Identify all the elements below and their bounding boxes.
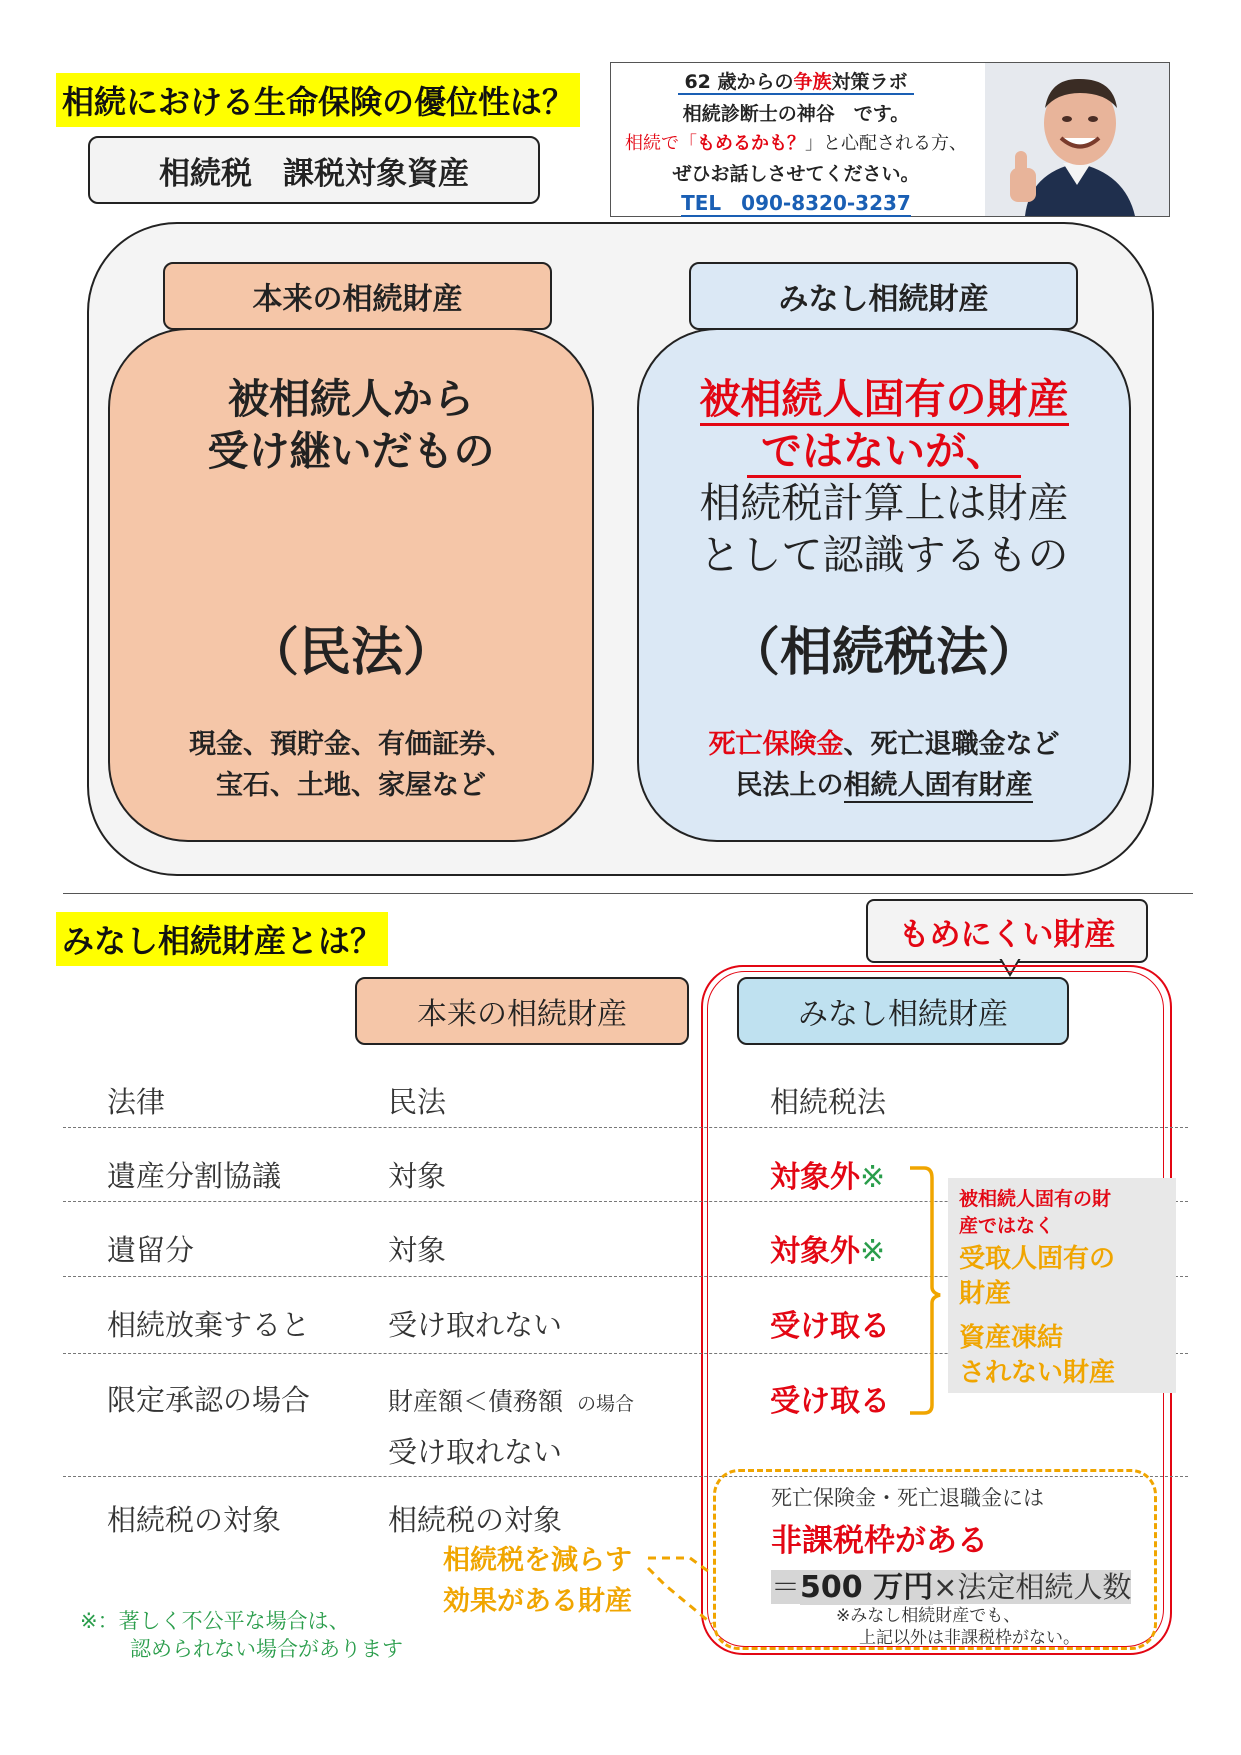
row-label: 相続税の対象 (107, 1503, 282, 1537)
row-original-line2: 受け取れない (388, 1435, 563, 1469)
deemed-desc-line1-text: 被相続人固有の財産 (700, 375, 1069, 426)
row-label: 法律 (107, 1085, 166, 1119)
profile-line1-prefix: 62 歳からの (684, 71, 794, 93)
side-note-big-4: されない財産 (959, 1358, 1116, 1388)
row-label: 遺留分 (107, 1233, 195, 1267)
side-note-small-1: 被相続人固有の財 (959, 1188, 1112, 1210)
row-original: 対象 (388, 1159, 447, 1193)
subtitle-text: 相続税 課税対象資産 (159, 155, 469, 192)
footnote-line2: 認められない場合があります (130, 1637, 403, 1661)
profile-line1-suffix: 対策ラボ (831, 71, 908, 93)
footnote-line1: ※：著しく不公平な場合は、 (80, 1609, 350, 1633)
original-asset-header-text: 本来の相続財産 (252, 282, 463, 317)
row-original-small: の場合 (576, 1393, 634, 1415)
row-label: 遺産分割協議 (107, 1159, 282, 1193)
effect-label-2: 効果がある財産 (443, 1586, 632, 1617)
profile-line1-red: 争族 (793, 71, 832, 93)
side-note-big-3: 資産凍結 (959, 1323, 1064, 1353)
original-desc-line2: 受け継いだもの (207, 427, 495, 475)
row-label: 限定承認の場合 (107, 1383, 311, 1417)
deemed-desc-line4: として認識するもの (699, 531, 1069, 579)
tax-exemption-line2: 非課税枠がある (771, 1523, 988, 1559)
callout-text: もめにくい財産 (898, 916, 1116, 953)
deemed-examples-1-rest: 、死亡退職金など (843, 729, 1060, 760)
row-label: 相続放棄すると (107, 1308, 311, 1342)
row-deemed: 受け取る (770, 1309, 890, 1344)
row-original: 受け取れない (388, 1308, 563, 1342)
profile-line4: ぜひお話しさせてください。 (672, 163, 920, 185)
tax-exemption-amount: 500 万円 (800, 1570, 934, 1605)
col-header-original-text: 本来の相続財産 (417, 997, 627, 1032)
original-examples-1: 現金、預貯金、有価証券、 (189, 729, 513, 760)
profile-line3-c: 」と心配される方、 (805, 133, 967, 154)
section2-title: みなし相続財産とは？ (56, 912, 388, 966)
row-deemed-text: 対象外 (770, 1160, 860, 1195)
col-header-deemed-text: みなし相続財産 (798, 997, 1008, 1032)
deemed-desc-line2-text: ではないが、 (747, 427, 1021, 478)
side-note-big-1: 受取人固有の (959, 1244, 1116, 1274)
deemed-examples-2-b: 相続人固有財産 (843, 770, 1033, 801)
tax-exemption-rest: ×法定相続人数 (933, 1570, 1132, 1604)
original-law: （民法） (246, 623, 455, 683)
profile-line3-a: 相続で「 (625, 133, 697, 154)
row-deemed-mark: ※ (860, 1234, 886, 1269)
row-original: 対象 (388, 1233, 447, 1267)
tax-exemption-line1: 死亡保険金・死亡退職金には (771, 1486, 1044, 1510)
deemed-desc-line3: 相続税計算上は財産 (699, 479, 1069, 527)
row-original-text: 財産額＜債務額 (388, 1387, 564, 1416)
original-desc-line1: 被相続人から (228, 375, 474, 423)
side-note-big-2: 財産 (959, 1279, 1012, 1309)
deemed-law: （相続税法） (727, 623, 1040, 683)
effect-label-1: 相続税を減らす (443, 1545, 632, 1576)
row-deemed: 受け取る (770, 1384, 890, 1419)
deemed-asset-header-text: みなし相続財産 (778, 282, 989, 317)
profile-line2: 相続診断士の神谷 です。 (682, 103, 910, 125)
tax-exemption-note1: ※みなし相続財産でも、 (836, 1606, 1021, 1626)
profile-tel-text: TEL 090-8320-3237 (681, 191, 911, 215)
deemed-examples-2-a: 民法上の (735, 770, 844, 801)
deemed-examples-1-red: 死亡保険金 (708, 729, 844, 760)
tax-exemption-note2: 上記以外は非課税枠がない。 (859, 1628, 1080, 1648)
row-deemed: 相続税法 (770, 1085, 887, 1119)
profile-line3-b: もめるかも？ (697, 133, 805, 154)
row-original: 民法 (388, 1085, 447, 1119)
row-deemed-mark: ※ (860, 1160, 886, 1195)
original-examples-2: 宝石、土地、家屋など (216, 770, 486, 801)
row-deemed-text: 対象外 (770, 1234, 860, 1269)
tax-exemption-eq: ＝ (771, 1570, 801, 1604)
page-title: 相続における生命保険の優位性は？ (56, 73, 580, 127)
row-original: 相続税の対象 (388, 1503, 563, 1537)
side-note-small-2: 産ではなく (959, 1215, 1055, 1237)
